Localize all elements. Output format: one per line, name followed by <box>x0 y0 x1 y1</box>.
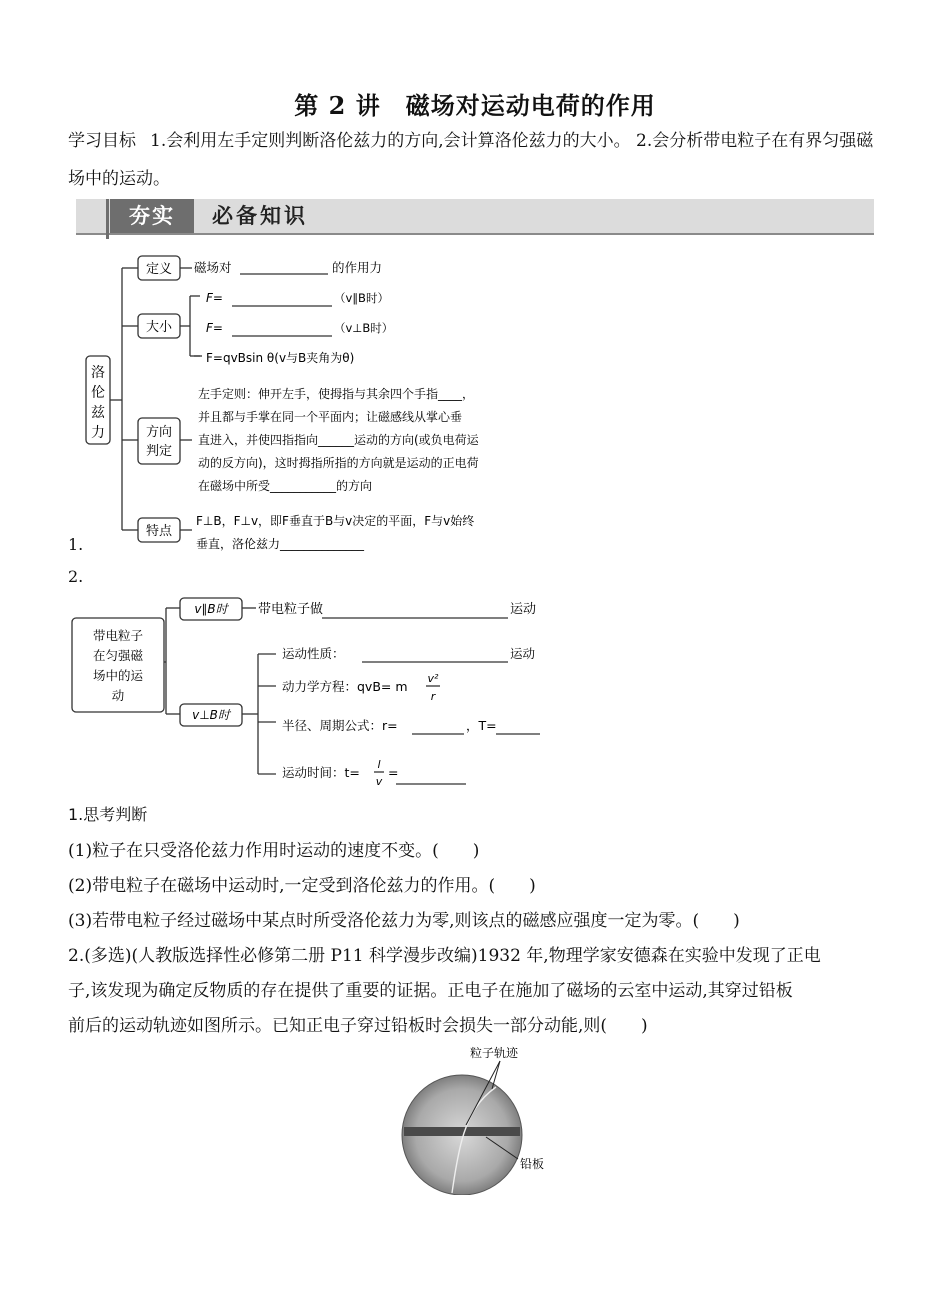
def-prefix: 磁场对 <box>194 260 232 275</box>
root-char-1: 洛 <box>91 365 105 381</box>
think-heading: 1.思考判断 <box>68 805 148 824</box>
l3-t: ，T= <box>466 718 497 733</box>
marker-2: 2. <box>68 567 84 586</box>
dir-label-1: 方向 <box>145 425 173 440</box>
page-title: 第 2 讲 磁场对运动电荷的作用 <box>294 91 656 120</box>
l2-den: r <box>430 690 436 703</box>
think-item-1: (1)粒子在只受洛伦兹力作用时运动的速度不变。( ) <box>68 841 480 861</box>
learning-goal-text: 1.会利用左手定则判断洛伦兹力的方向,会计算洛伦兹力的大小。 2.会分析带电粒子在有界匀强磁场中的运动。 <box>68 131 874 189</box>
branch-perp-label: v⊥B时 <box>192 708 230 722</box>
lorentz-force-diagram <box>76 250 576 560</box>
root2-line-2: 在匀强磁 <box>92 648 144 663</box>
dir-line-1: 左手定则：伸开左手，使拇指与其余四个手指____， <box>198 387 475 401</box>
dir-line-2: 并且都与手掌在同一个平面内；让磁感线从掌心垂 <box>198 410 463 424</box>
size-c2: （v⊥B时） <box>334 321 394 335</box>
figure-plate-label: 铅板 <box>520 1157 545 1171</box>
def-label: 定义 <box>145 262 173 277</box>
learning-goal <box>68 122 888 198</box>
banner-heading: 必备知识 <box>212 204 308 228</box>
lead-plate <box>404 1127 520 1136</box>
marker-1: 1. <box>68 535 84 554</box>
dir-line-4: 动的反方向)，这时拇指所指的方向就是运动的正电荷 <box>198 456 479 470</box>
size-c1: （v∥B时） <box>334 291 389 305</box>
l2-prefix: 动力学方程：qvB= m <box>282 679 408 694</box>
root-char-3: 兹 <box>91 405 105 421</box>
figure-track-label: 粒子轨迹 <box>470 1046 519 1060</box>
b1-prefix: 带电粒子做 <box>258 602 324 617</box>
learning-goal-label: 学习目标 <box>68 131 136 151</box>
cloud-chamber-figure <box>400 1045 560 1195</box>
l3-text: 半径、周期公式：r= <box>282 718 398 733</box>
l4-den: v <box>375 775 383 788</box>
feat-label: 特点 <box>145 524 173 539</box>
l1-suffix: 运动 <box>510 646 536 661</box>
dir-label-2: 判定 <box>145 444 173 459</box>
root2-line-1: 带电粒子 <box>92 628 144 643</box>
l4-prefix: 运动时间：t= <box>282 765 360 780</box>
l1-prefix: 运动性质： <box>282 646 345 661</box>
root2-line-3: 场中的运 <box>92 668 144 683</box>
size-f3: F=qvBsin θ(v与B夹角为θ) <box>206 351 355 365</box>
track-pointer-2 <box>492 1061 500 1089</box>
think-item-2: (2)带电粒子在磁场中运动时,一定受到洛伦兹力的作用。( ) <box>68 876 536 896</box>
banner-tag: 夯实 <box>110 199 194 233</box>
branch-parallel-label: v∥B时 <box>194 602 228 616</box>
b1-suffix: 运动 <box>510 602 537 617</box>
l4-eq: = <box>388 765 399 780</box>
feat-line-1: F⊥B，F⊥v，即F垂直于B与v决定的平面，F与v始终 <box>196 514 475 528</box>
l4-num: l <box>377 758 381 771</box>
root-char-2: 伦 <box>91 385 105 401</box>
dir-line-5: 在磁场中所受___________的方向 <box>198 479 373 493</box>
size-label: 大小 <box>145 320 173 335</box>
section-banner <box>76 199 874 239</box>
question2-line-1: 2.(多选)(人教版选择性必修第二册 P11 科学漫步改编)1932 年,物理学家安德森在实验中发现了正电 <box>68 946 821 966</box>
think-item-3: (3)若带电粒子经过磁场中某点时所受洛伦兹力为零,则该点的磁感应强度一定为零。( ) <box>68 911 740 931</box>
particle-motion-diagram <box>70 592 550 792</box>
question2-line-2: 子,该发现为确定反物质的存在提供了重要的证据。正电子在施加了磁场的云室中运动,其穿过铅板 <box>68 981 793 1001</box>
size-f1: F= <box>206 291 223 305</box>
feat-line-2: 垂直，洛伦兹力______________ <box>196 537 365 551</box>
l2-num: v² <box>427 672 439 685</box>
def-suffix: 的作用力 <box>332 260 383 275</box>
size-f2: F= <box>206 321 223 335</box>
question2-line-3: 前后的运动轨迹如图所示。已知正电子穿过铅板时会损失一部分动能,则( ) <box>68 1016 648 1036</box>
root-char-4: 力 <box>91 425 105 441</box>
dir-line-3: 直进入，并使四指指向______运动的方向(或负电荷运 <box>198 433 479 447</box>
root2-line-4: 动 <box>111 688 125 703</box>
